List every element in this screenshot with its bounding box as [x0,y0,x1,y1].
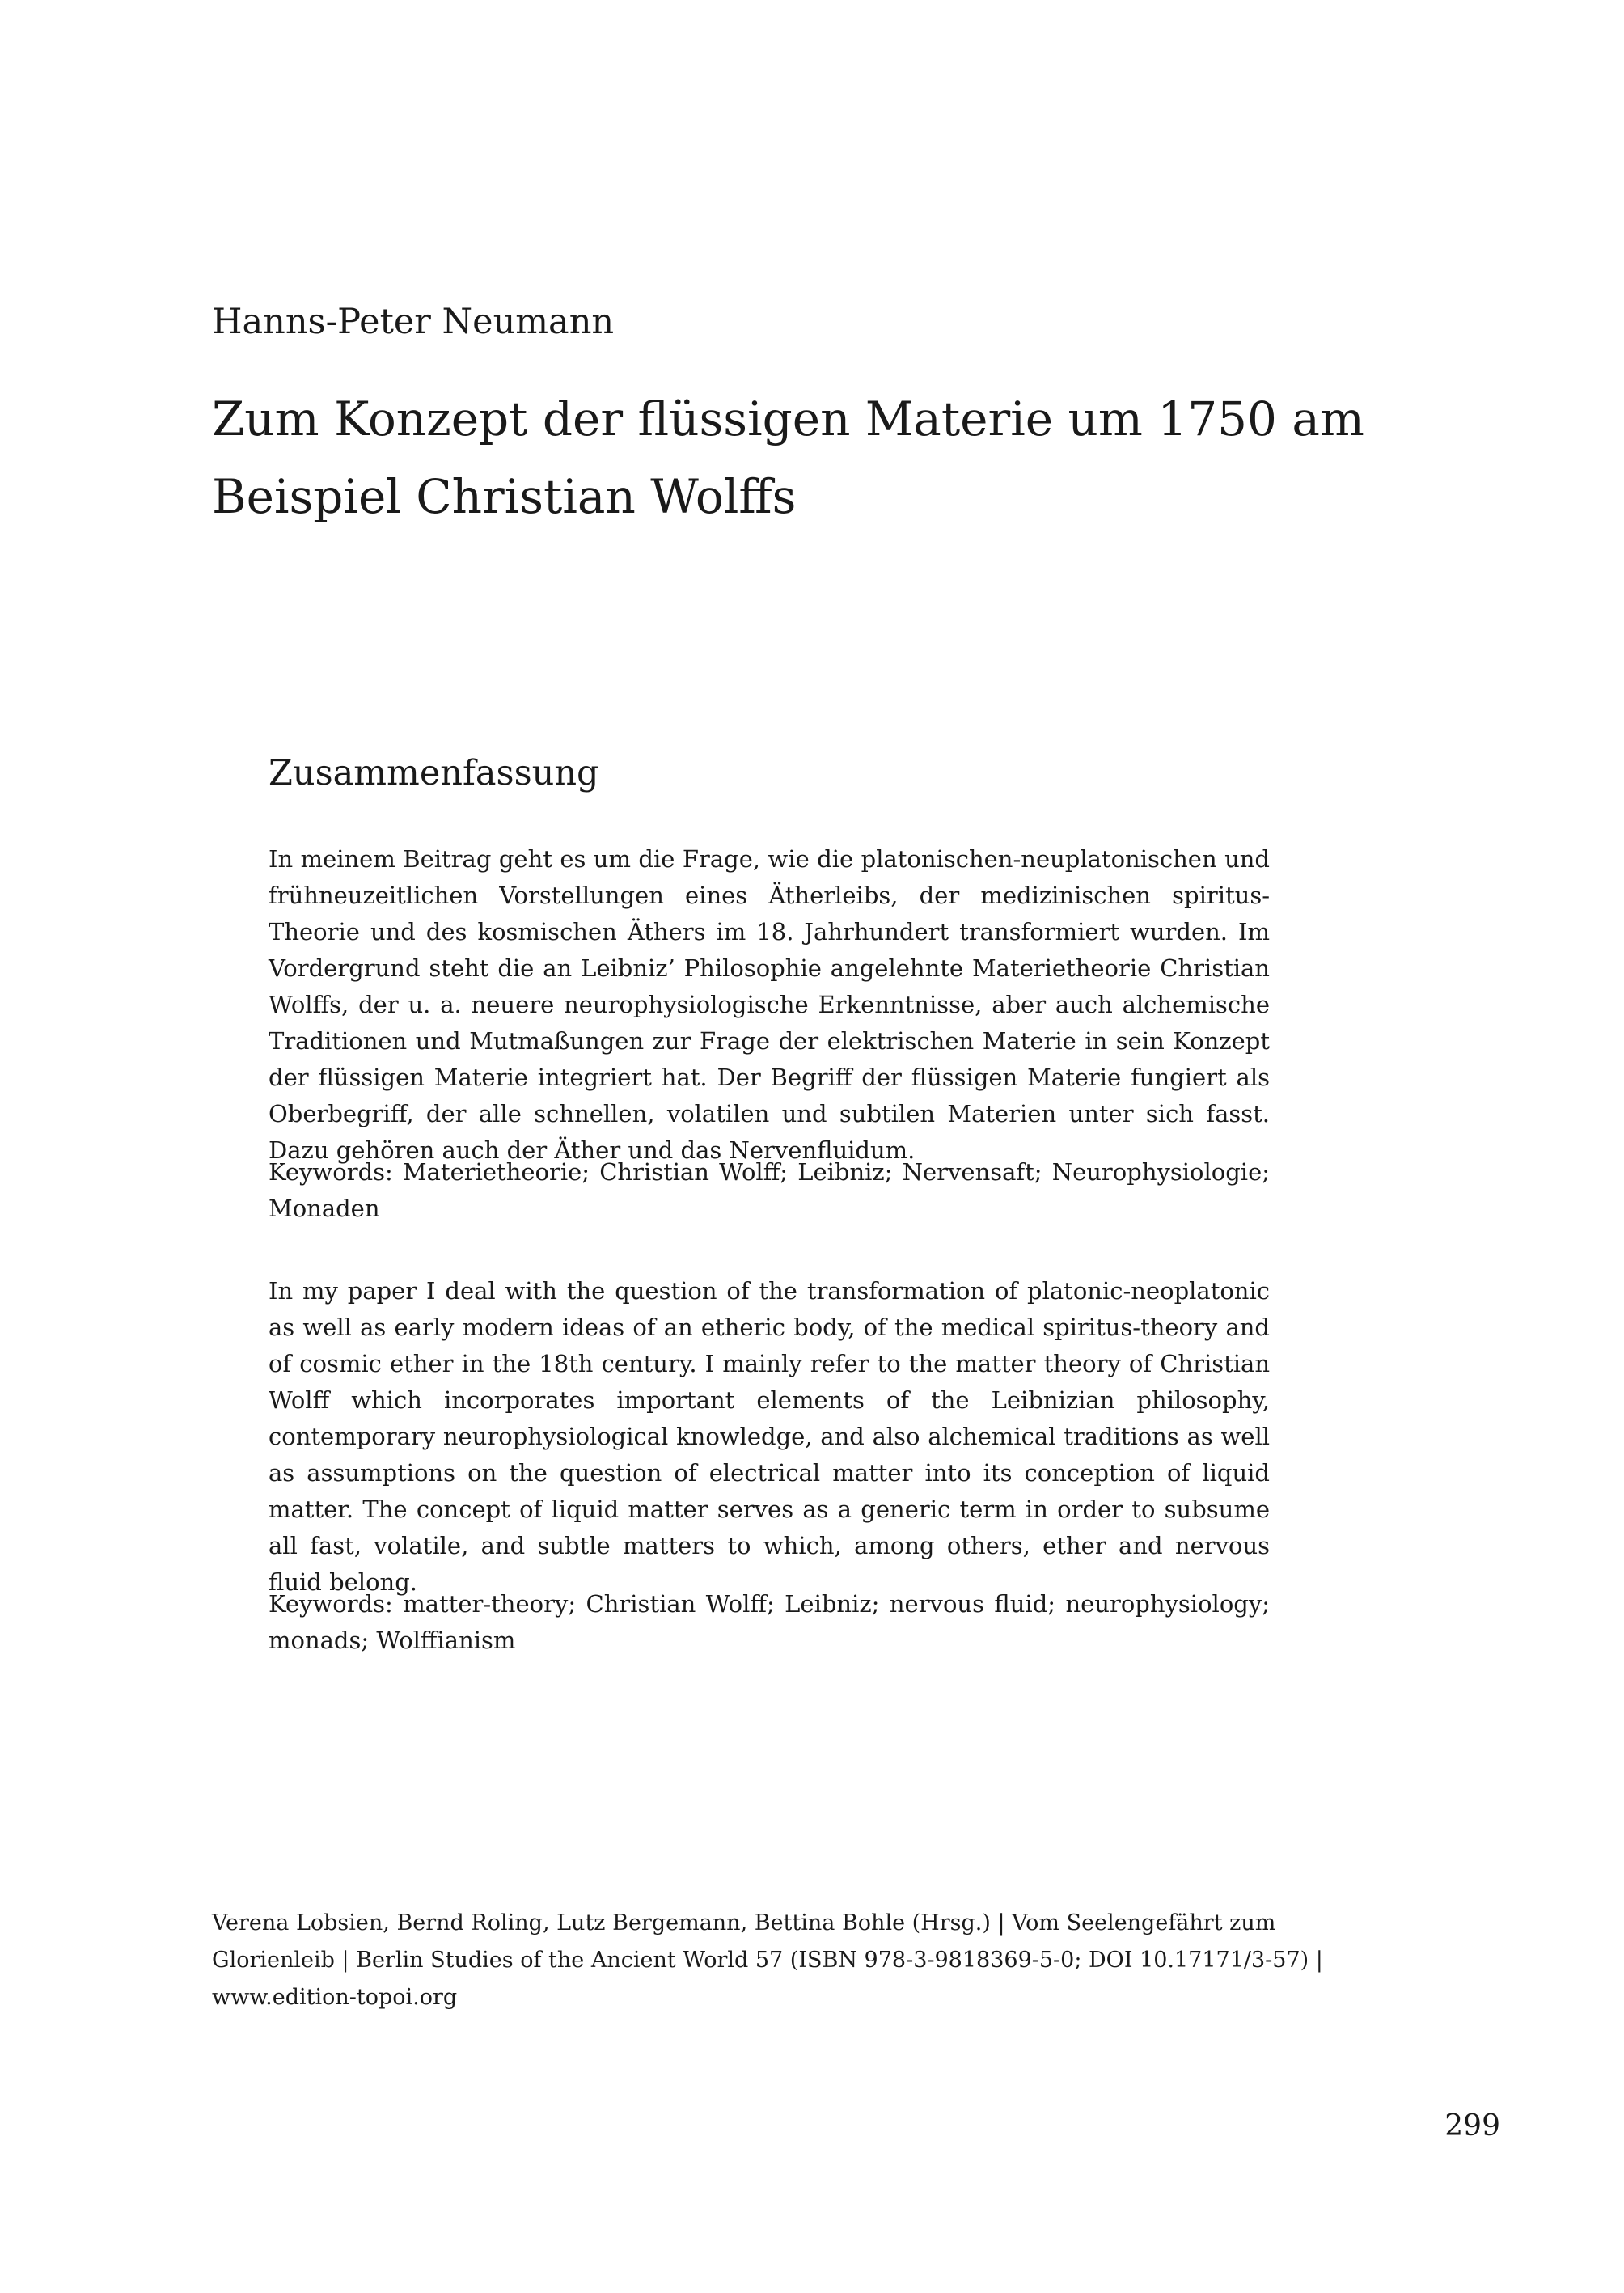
abstract-german-text: In meinem Beitrag geht es um die Frage, wie die platonischen-neuplatonischen und frühneuzeitlichen Vorstellungen eines Ätherleibs, der medizinischen spiritus-Theorie und des kosmischen Äthers im 18. Jahrhundert transformiert wurden. Im Vordergrund steht die an Leibniz’ Philosophie angelehnte Materietheorie Christian Wolffs, der u. a. neuere neurophysiologische Erkenntnisse, aber auch alchemische Traditionen und Mutmaßungen zur Frage der elektrischen Materie in sein Konzept der flüssigen Materie integriert hat. Der Begriff der flüssigen Materie fungiert als Oberbegriff, der alle schnellen, volatilen und subtilen Materien unter sich fasst. Dazu gehören auch der Äther und das Nervenfluidum. [269,845,1270,1164]
keywords-german [269,1154,1270,1227]
article-title-line-2: Beispiel Christian Wolffs [212,469,797,524]
abstract-english-text: In my paper I deal with the question of the transformation of platonic-neoplatonic as well as early modern ideas of an etheric body, of the medical spiritus-theory and of cosmic ether in the 18th century. I mainly refer to the matter theory of Christian Wolff which incorporates important elements of the Leibnizian philosophy, contemporary neurophysiological knowledge, and also alchemical traditions as well as assumptions on the question of electrical matter into its conception of liquid matter. The concept of liquid matter serves as a generic term in order to subsume all fast, volatile, and subtle matters to which, among others, ether and nervous fluid belong. [269,1277,1270,1596]
abstract-german [269,841,1270,1169]
keywords-english-text: Keywords: matter-theory; Christian Wolff; Leibniz; nervous fluid; neurophysiology; monads; Wolffianism [269,1590,1270,1654]
footer-url: www.edition-topoi.org [212,1985,458,2010]
footer-line-2: Glorienleib | Berlin Studies of the Ancient World 57 (ISBN 978-3-9818369-5-0; DOI 10.17171/3-57) | [212,1948,1323,1973]
page-number: 299 [1444,2109,1500,2143]
keywords-german-text: Keywords: Materietheorie; Christian Wolff; Leibniz; Nervensaft; Neurophysiologie; Monaden [269,1158,1270,1222]
article-title-line-1: Zum Konzept der flüssigen Materie um 1750 am [212,391,1364,446]
section-heading-summary: Zusammenfassung [269,753,599,793]
footer-line-1: Verena Lobsien, Bernd Roling, Lutz Bergemann, Bettina Bohle (Hrsg.) | Vom Seelengefährt zum [212,1910,1276,1936]
article-title [212,380,1364,535]
abstract-english [269,1273,1270,1601]
author-name: Hanns-Peter Neumann [212,302,615,342]
keywords-english [269,1586,1270,1659]
publication-footer [212,1905,1323,2016]
